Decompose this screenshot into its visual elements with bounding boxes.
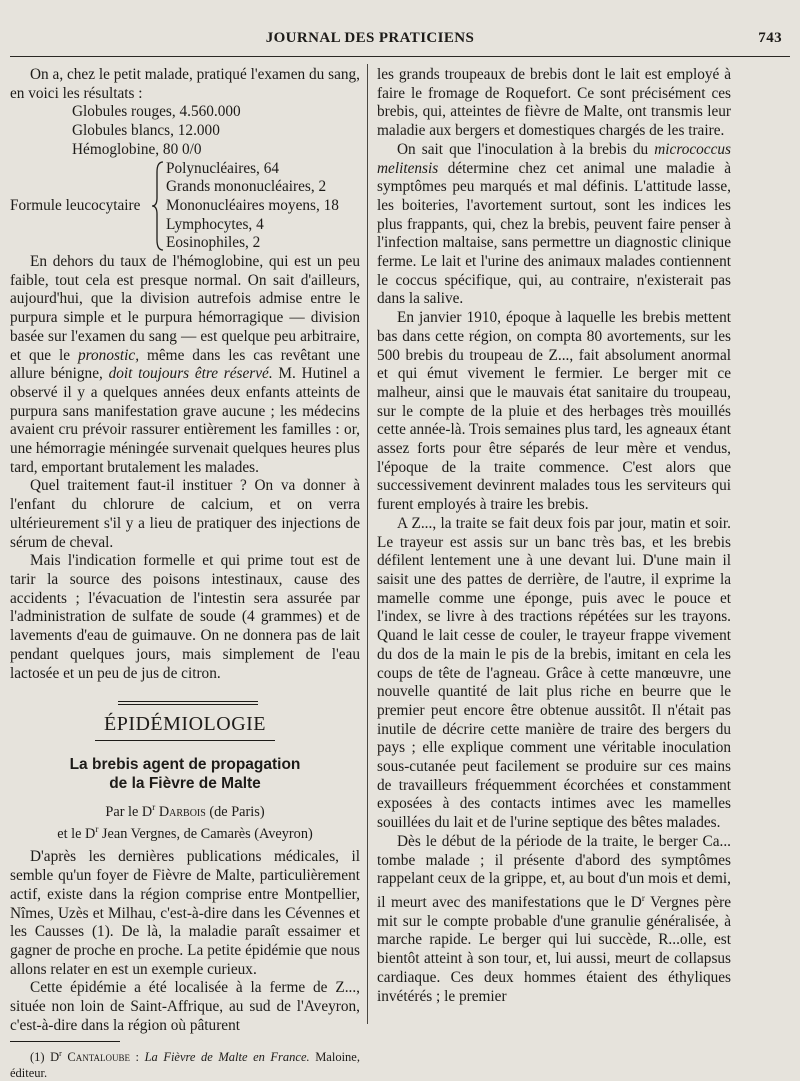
- formula-list: [166, 160, 339, 254]
- paragraph-publications: D'après les dernières publications médicales, il semble qu'un foyer de Fièvre de Malte, particulièrement actif, existe dans la région comprise entre Montpellier, Nîmes, Uzès et Milhau, c'est-à-dire dans les Cévennes et les Causses (1). De là, la maladie paraît essaimer et gagner de proche en proche. La petite épidémie que nous allons relater en est un exemple curieux.: [10, 848, 360, 978]
- paragraph-treatment: Quel traitement faut-il instituer ? On va donner à l'enfant du chlorure de calcium, et on verra ultérieurement s'il y a lieu de pratiquer des injections de sérum de cheval.: [10, 477, 360, 551]
- byline-text: et le D: [57, 825, 96, 842]
- article-title-line: La brebis agent de propagation: [69, 755, 301, 773]
- formula-item: Lymphocytes, 4: [166, 215, 264, 233]
- footnote-author: Cantaloube :: [61, 1050, 145, 1065]
- text-run: Vergnes père mit sur le compte probable d'une granulie généralisée, à marche rapide. Le berger qui lui succède, R...olle, est bientôt atteint à son tour, et, lui aussi, meurt de collapsus cardiaque. Ces deux hommes étaient des éthyliques invétérés ; le premier: [377, 894, 731, 1005]
- article-title-line: de la Fièvre de Malte: [109, 774, 261, 792]
- byline-text: (de Paris): [205, 803, 265, 820]
- text-run: On sait que l'inoculation à la brebis du: [397, 140, 655, 158]
- text-run: En dehors du taux de l'hémoglobine, qui est un peu faible, tout cela est presque normal. On sait d'ailleurs, aujourd'hui, que la division autrefois admise entre le purpura simple et le purpura hémorragique — division basée sur l'examen du sang — est quelque peu arbitraire, et que le: [10, 253, 360, 364]
- right-column: [377, 66, 731, 1006]
- italic-micrococcus: micrococcus melitensis: [377, 140, 731, 177]
- result-red-cells: Globules rouges, 4.560.000: [72, 103, 241, 121]
- byline-2: [10, 821, 360, 843]
- paragraph-inoculation: [377, 141, 731, 309]
- article-title: [10, 755, 360, 793]
- text-run: M. Hutinel a observé il y a quelques années deux enfants atteints de purpura sans manifestation grave aucune ; les médecins avaient cru prévoir rassurer entièrement les familles : or, une hémorragie méningée survenait quelques heures plus tard, emportant brutalement les malades.: [10, 365, 361, 476]
- header-rule: [10, 56, 790, 57]
- author-name: Jean Vergnes, de Camarès (Aveyron): [98, 825, 313, 842]
- formula-item: Eosinophiles, 2: [166, 234, 261, 252]
- byline-1: [10, 799, 360, 821]
- formula-item: Grands mononucléaires, 2: [166, 178, 327, 196]
- text-run: détermine chez cet animal une maladie à symptômes peu marqués et mal définis. L'attitude lasse, les boiteries, l'avortement surtout, sont les indices les plus frappants, qui, chez la brebis, peuvent faire penser à l'infection maltaise, sans permettre un diagnostic clinique ferme. Le lait et l'urine des animaux malades contiennent le coccus spécifique, qui, au contraire, n'existerait pas dans la salive.: [377, 159, 731, 308]
- brace-icon: [150, 160, 166, 252]
- leukocyte-formula: [10, 160, 360, 254]
- paragraph-flocks: les grands troupeaux de brebis dont le lait est employé à faire le fromage de Roquefort. Ce sont précisément ces brebis, qui, atteintes de fièvre de Malte, ont transmis leur maladie aux bergers et domestiques chargés de les traire.: [377, 66, 731, 140]
- paragraph-january: En janvier 1910, époque à laquelle les brebis mettent bas dans cette région, on compta 80 avortements, sur les 500 brebis du troupeau de Z..., fait absolument anormal et qui émut vivement le fermier. Le berger mit ce malheur, ainsi que le mauvais état sanitaire du troupeau, sur le compte de la pluie et des herbages très mouillés cette année-là. Trois semaines plus tard, les agneaux étant assez forts pour être séparés de leur mère et vendus, l'époque de la traite commence. C'est alors que successivement devinrent malades tous les serviteurs qui furent employés à traire les brebis.: [377, 309, 731, 514]
- left-column: [10, 66, 360, 1081]
- text-run: même dans les cas revêtant une allure bénigne,: [10, 346, 360, 383]
- footnote-rule: [10, 1041, 120, 1042]
- result-hemoglobin: Hémoglobine, 80 0/0: [72, 140, 202, 158]
- footnote: [10, 1046, 360, 1080]
- running-head: [0, 30, 800, 50]
- author-name: Darbois: [158, 803, 206, 820]
- text-sup: r: [641, 892, 645, 903]
- byline-text: Par le D: [105, 803, 153, 820]
- footnote-sup: r: [59, 1049, 62, 1059]
- section-underline: [95, 740, 275, 741]
- page-number: 743: [758, 30, 782, 46]
- byline-sup: r: [152, 801, 156, 812]
- footnote-text: Maloine, éditeur.: [10, 1050, 360, 1080]
- paragraph-shepherd: [377, 833, 731, 1006]
- formula-item: Polynucléaires, 64: [166, 159, 280, 177]
- column-divider: [367, 64, 368, 1024]
- footnote-text: (1) D: [30, 1050, 60, 1065]
- result-white-cells: Globules blancs, 12.000: [72, 122, 220, 140]
- byline-sup: r: [95, 823, 99, 834]
- paragraph-localisation: Cette épidémie a été localisée à la ferme de Z..., située non loin de Saint-Affrique, au sud de l'Aveyron, c'est-à-dire dans la région où pâturent: [10, 979, 360, 1034]
- paragraph-indication: Mais l'indication formelle et qui prime tout est de tarir la source des poisons intestinaux, cause des accidents ; l'évacuation de l'intestin sera assurée par l'administration de sulfate de soude (4 grammes) et de lavements d'eau de guimauve. On ne donnera pas de lait pendant quelques jours, mais simplement de l'eau lactosée et un peu de jus de citron.: [10, 552, 360, 682]
- paragraph-milking: A Z..., la traite se fait deux fois par jour, matin et soir. Le trayeur est assis sur un banc très bas, et les brebis défilent lentement une à une devant lui. D'une main il saisit une des pattes de derrière, de l'autre, il exprime la mamelle comme une éponge, puis avec le pouce et l'index, se livre à des tractions répétées sur les trayons. Quand le lait cesse de couler, le trayeur frappe vivement du dos de la main le pis de la brebis, imitant en cela les coups de tête de l'agneau. Grâce à cette manœuvre, une nouvelle quantité de lait plus riche en beurre que le premier peut encore être obtenue aussitôt. Il n'était pas inutile de décrire cette manière de traire des bergers du pays ; elle explique comment une véritable inoculation sous-cutanée peut facilement se produire sur ces mains de travailleurs fréquemment écorchées et constamment exposées à des contacts intimes avec les mamelles souillées du lait et de l'urine septique des bêtes malades.: [377, 514, 731, 832]
- formula-label: Formule leucocytaire: [10, 196, 141, 214]
- journal-title: JOURNAL DES PRATICIENS: [265, 30, 475, 46]
- paragraph-hemoglobin-discussion: [10, 253, 360, 477]
- section-title: ÉPIDÉMIOLOGIE: [103, 713, 267, 736]
- formula-item: Mononucléaires moyens, 18: [166, 196, 339, 214]
- section-double-rule: [118, 701, 258, 707]
- footnote-title: La Fièvre de Malte en France.: [144, 1050, 310, 1065]
- italic-pronostic: pronostic,: [78, 346, 140, 364]
- paragraph-blood-exam: On a, chez le petit malade, pratiqué l'examen du sang, en voici les résultats :: [10, 66, 360, 102]
- text-run: Dès le début de la période de la traite, le berger Ca... tombe malade ; il présente d'abord des symptômes rappelant ceux de la grippe, et, au bout d'un mois et demi, il meurt avec des manifestations que le D: [377, 832, 731, 912]
- italic-reserve: doit toujours être réservé.: [108, 365, 273, 383]
